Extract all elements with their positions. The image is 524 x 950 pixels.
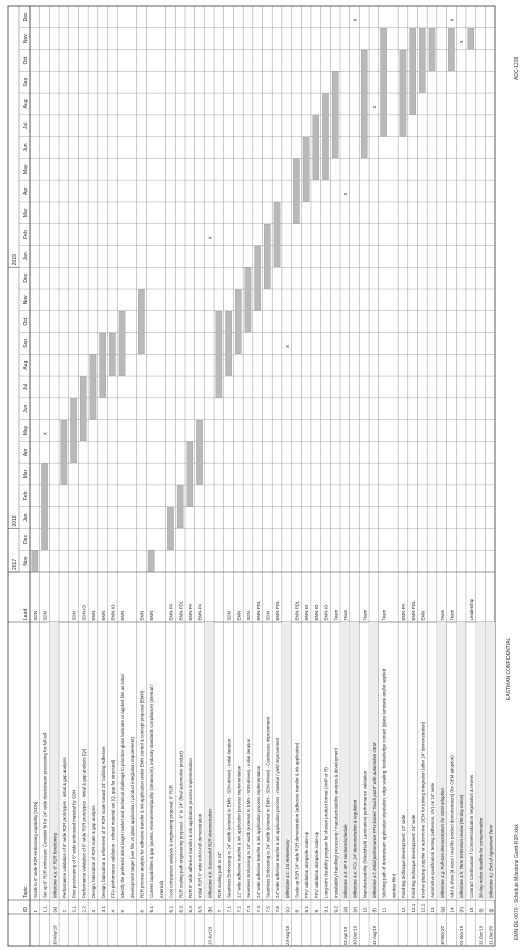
milestone-topic: Milestone 4.e: FCI, 24" demonstration & regulation: [352, 799, 358, 898]
row-lead: EMN-PA: [197, 603, 203, 621]
schedule-bar: [119, 311, 125, 375]
month-label: Mar: [23, 469, 29, 479]
row-lead: EMN: [420, 610, 426, 621]
row-id: 11: [381, 907, 387, 913]
row-id: 7.3: [246, 906, 252, 913]
schedule-bar: [322, 94, 328, 180]
month-label: Jun: [23, 143, 29, 152]
row-lead: EMN: [100, 610, 106, 621]
schedule-bar: [61, 420, 67, 484]
row-id: 7.4: [255, 906, 261, 913]
milestone-topic: Milestone 4.g: Full-size demonstrators for OEM adoption: [439, 788, 445, 898]
row-id: (c): [284, 907, 290, 913]
milestone-topic: Milestone 4.d: IIP # sections/schedule: [342, 824, 348, 898]
row-lead: EMN-PDL: [410, 600, 416, 621]
month-label: Nov: [23, 295, 29, 305]
month-label: Feb: [23, 491, 29, 501]
month-label: Jan: [23, 252, 29, 261]
schedule-bar: [380, 28, 386, 136]
month-label: Nov: [23, 556, 29, 566]
schedule-bar: [429, 28, 435, 71]
row-id: 6.2: [168, 906, 174, 913]
row-id: 3.1: [100, 906, 106, 913]
schedule-bar: [400, 50, 406, 136]
month-label: Aug: [23, 360, 29, 370]
month-label: Nov: [23, 34, 29, 44]
milestone-topic: Milestone 4.f: Initial performance FFU-based "touch point" with automotive OEM: [372, 742, 378, 898]
schedule-bar: [109, 333, 115, 376]
month-label: Dec: [23, 273, 29, 283]
row-date: 01-Nov'19: [459, 926, 465, 945]
row-id: 9: [313, 909, 319, 913]
row-topic: Seamless Embossing to 24" width (external to EMN - SDN-driven) - Continuous improvement: [265, 716, 271, 898]
schedule-bar: [177, 485, 183, 528]
row-lead: EMN-PDL: [255, 600, 261, 621]
row-date: 31-Dec'19: [478, 926, 484, 945]
row-topic: Finishing technique development: 12" wide: [401, 814, 407, 898]
schedule-bar: [41, 464, 47, 550]
month-label: Mar: [23, 208, 29, 218]
milestone-topic: Milestone 4.c: 1st Anniversary: [284, 839, 290, 898]
year-label-2019: 2019: [12, 254, 18, 266]
schedule-bar: [255, 246, 261, 310]
row-lead: EMN-IO: [323, 604, 329, 621]
milestone-topic: Milestone 4.j: End of Agreement Term: [488, 824, 494, 898]
row-id: 12: [401, 907, 407, 913]
row-topic: R2R scaling path engineering proposal - 6" to 24" (final automotive product): [178, 751, 184, 898]
row-lead: EMN: [236, 610, 242, 621]
row-lead: SDN-IO: [81, 605, 87, 621]
row-lead: EMN-IO: [110, 604, 116, 621]
row-topic: external): [158, 880, 164, 898]
row-id: (d): [342, 906, 348, 913]
row-topic: 12" wide adhesive transfer & ink application process implementation: [236, 765, 242, 898]
milestone-marker: x: [459, 40, 466, 44]
milestone-topic: 30-day notice deadline for consummation: [478, 817, 484, 898]
row-id: 15: [468, 907, 474, 913]
row-id: 3: [91, 909, 97, 913]
row-id: (b): [207, 906, 213, 913]
row-id: (i): [478, 908, 484, 913]
milestone-marker: x: [342, 192, 349, 196]
row-date: 30-May'18: [52, 925, 58, 945]
row-topic: R2R process analysis for adhesive transfer & ink application under EMN control & concept proposal [EMN]: [139, 691, 145, 898]
row-topic: Cost comparison analysis & engineering proposal: 6" R2R: [168, 785, 174, 898]
row-id: 7.2: [236, 906, 242, 913]
row-lead: EMN-PDL: [178, 600, 184, 621]
row-topic: FFU validation alongside scale-up: [313, 831, 319, 898]
row-topic: Performance validation of 6" wide R2R prototypes - initial & gap analysis [QI]: [81, 749, 87, 898]
confidential-label: EASTMAN CONFIDENTIAL: [506, 637, 512, 700]
row-id: 9.1: [323, 906, 329, 913]
row-date: 01-Apr'19: [342, 926, 348, 945]
row-id: (j): [488, 908, 494, 913]
milestone-topic: Milestone 4.h: Term Extension review (90-day notice): [459, 794, 465, 898]
row-id: 12.2: [420, 903, 426, 913]
row-topic: Stitching path of downstream application stipulation, edge sealing, busbar/edge contact (glass laminate and/or applied: [381, 668, 387, 898]
row-lead: EMN: [139, 610, 145, 621]
month-label: Jul: [23, 122, 29, 129]
row-topic: window film): [391, 873, 397, 898]
row-lead: SDN: [246, 611, 252, 621]
milestone-marker: x: [207, 236, 214, 239]
month-label: Sep: [23, 77, 29, 87]
footer-filename: EMN-DE-0070 - Schedule Milestone Gantt-R2R.xlsx: [514, 824, 520, 940]
row-lead: EMN-PA: [168, 603, 174, 621]
row-lead: Team: [342, 609, 348, 621]
row-id: 9.2: [333, 906, 339, 913]
row-date: 30-Dec'19: [352, 926, 358, 945]
row-id: 4: [110, 909, 116, 913]
row-topic: Contract Continuation / Commercialization negotiation & review: [468, 775, 474, 898]
schedule-bar: [187, 442, 193, 506]
row-lead: EMN-PDL: [275, 600, 281, 621]
schedule-bar: [235, 290, 241, 354]
row-topic: R2R 6" wide adhesive transfer & ink application process implementation: [187, 758, 193, 898]
row-lead: Team: [449, 609, 455, 621]
row-date: 15-Jun'19: [207, 926, 213, 945]
schedule-bar: [448, 28, 454, 71]
row-lead: SDN: [71, 611, 77, 621]
schedule-bar: [80, 377, 86, 441]
row-lead: EMN: [120, 610, 126, 621]
month-label: Jul: [23, 383, 29, 391]
schedule-bar: [410, 28, 416, 114]
row-id: 2: [62, 909, 68, 913]
schedule-bar: [32, 551, 38, 572]
row-topic: 24" wide adhesive transfer & ink application process implementation: [255, 765, 261, 898]
schedule-bar: [196, 420, 202, 484]
row-topic: Scale to 6" wide R2R embossing capability [SDN]: [32, 801, 38, 898]
row-topic: Scale-up R2R 24" wide R2R demonstration (adhesive transfer & ink application): [294, 742, 300, 898]
milestone-topic: Milestone 4.a: 6" R2R functioning: [52, 832, 58, 898]
year-label-2018: 2018: [12, 515, 18, 527]
row-topic: Design, fabrication of R2R scale & gap analysis: [91, 805, 97, 898]
row-date: 31-Dec'20: [488, 926, 494, 945]
row-id: (e): [352, 906, 358, 913]
milestone-marker: x: [449, 18, 456, 22]
row-lead: Team: [362, 609, 368, 621]
row-topic: Long-term durability program for chosen product format (AMP or R): [323, 767, 329, 898]
row-topic: Performance validation of 6" wide R2R prototypes - initial & gap analysis: [62, 757, 68, 898]
schedule-bar: [274, 202, 280, 266]
month-label: Oct: [23, 317, 29, 326]
row-id: 8.1: [304, 906, 310, 913]
month-label: May: [23, 425, 29, 436]
schedule-bar: [313, 115, 319, 179]
schedule-bar: [225, 311, 231, 375]
schedule-bar: [245, 268, 251, 332]
month-label: Sep: [23, 338, 29, 348]
schedule-bar: [264, 224, 270, 288]
row-topic: Installability/ handling/ processing / manufacturability analysis & development: [333, 748, 339, 898]
schedule-bar: [167, 507, 173, 550]
row-topic: Current capabilities & gap (assets, environment/quality (cleanroom), industry standards compliance) (internal /: [149, 684, 155, 898]
row-topic: Seamless Embossing to 24" width (external to EMN - SDN-driven) - initial iteration: [246, 738, 252, 898]
milestone-marker: x: [372, 105, 379, 109]
schedule-bar: [138, 290, 144, 354]
row-id: 7.6: [275, 906, 281, 913]
month-label: Dec: [23, 12, 29, 22]
schedule-bar: [468, 28, 474, 49]
month-label: Jan: [23, 513, 29, 522]
row-topic: Manufacturability (Windshield Lamination) performance validation: [362, 770, 368, 898]
row-lead: SDN: [265, 611, 271, 621]
row-lead: SDN: [32, 611, 38, 621]
row-lead: EMN-IO: [304, 604, 310, 621]
month-label: Apr: [23, 187, 29, 195]
row-topic: R2R scaling path to 24": [217, 852, 223, 898]
row-id: 6.5: [197, 906, 203, 913]
row-lead: Team: [333, 609, 339, 621]
row-id: 6.4: [187, 906, 193, 913]
row-id: 5: [120, 909, 126, 913]
row-id: 6.1: [149, 906, 155, 913]
row-lead: EMN-IO: [313, 604, 319, 621]
footer-code: ADC-1238: [514, 56, 520, 80]
row-id: 7.1: [226, 906, 232, 913]
milestone-marker: x: [284, 345, 291, 348]
row-id: 12.1: [410, 903, 416, 913]
row-id: 10: [362, 907, 368, 913]
row-topic: Finishing technique development: 24" wide: [410, 814, 416, 898]
schedule-bar: [100, 333, 106, 397]
schedule-bar: [303, 137, 309, 201]
row-topic: Identify the preferred initial target market and technical challenge to prioritize glass laminate or applied film as initial: [120, 674, 126, 898]
milestone-topic: Milestone 4.b: Successful R2R demonstration: [207, 809, 213, 898]
row-topic: Set up 6" R2R embosser; Consider fit for 24" wide downstream processing for full-roll: [42, 732, 48, 898]
row-lead: EMN: [91, 610, 97, 621]
row-topic: FFU validation alongside scale-up: [304, 831, 310, 898]
row-lead: SDN: [42, 611, 48, 621]
row-date: 30-Nov'20: [439, 926, 445, 945]
row-id: 1: [32, 909, 38, 913]
schedule-bar: [148, 551, 154, 572]
row-id: (a): [52, 906, 58, 913]
row-lead: EMN-PDL: [294, 600, 300, 621]
row-id: 14: [449, 907, 455, 913]
month-label: May: [23, 164, 29, 174]
row-topic: Automotive qualification testing (adhesion, UV) on 24" wide: [430, 782, 436, 898]
row-id: 2.2: [81, 906, 87, 913]
month-label: Feb: [23, 230, 29, 239]
schedule-bar: [361, 50, 367, 158]
month-label: Apr: [23, 448, 29, 457]
row-id: 6.3: [178, 906, 184, 913]
row-topic: Add & show [d-sizes / real-life product demonstrators] (for OEM adoption): [449, 755, 455, 898]
milestone-marker: x: [352, 18, 359, 22]
row-topic: Involve glazing supplier or automotive OEM for joining integration (after 24" demonstration): [420, 721, 426, 898]
row-id: (h): [459, 906, 465, 913]
schedule-bar: [90, 355, 96, 419]
row-lead: EMN: [149, 610, 155, 621]
row-lead: EMN-PA: [401, 603, 407, 621]
row-id: (f): [372, 908, 378, 913]
schedule-bar: [216, 311, 222, 397]
row-lead: Team: [439, 609, 445, 621]
row-id: 8: [294, 909, 300, 913]
row-id: (g): [439, 906, 445, 913]
schedule-bar: [70, 398, 76, 462]
row-id: 6: [139, 909, 145, 913]
row-date: 23-Aug'18: [284, 926, 290, 945]
row-id: 1.1: [42, 906, 48, 913]
year-label-2017: 2017: [12, 558, 18, 570]
header-id: ID: [23, 907, 29, 912]
row-topic: Initial R2R 6" wide roll-to-roll demonstration: [197, 813, 203, 898]
header-topic: Topic: [23, 886, 29, 898]
schedule-bar: [419, 28, 425, 92]
month-label: Aug: [23, 99, 29, 109]
row-topic: FFU performance validation - refined material set (Q, gap for structural): [110, 759, 116, 898]
row-lead: Leadership: [468, 598, 474, 621]
header-lead: Lead: [23, 608, 29, 620]
row-lead: Team: [381, 609, 387, 621]
row-topic: Design, fabrication & refinement of 6" R2R scale toward 24" building Adhesive: [100, 746, 106, 898]
row-topic: First provisioning of 6" wide embossed material by SDN: [71, 789, 77, 898]
row-topic: 24" wide adhesive transfer & ink application process - material / yield improvement: [275, 737, 281, 898]
row-topic: development target (use film vs glass application / product integration requirement): [129, 737, 135, 898]
row-topic: Seamless Embossing to 24" width (external to EMN - SDN-driven) - initial iteration: [226, 738, 232, 898]
schedule-bar: [293, 159, 299, 223]
month-label: Dec: [23, 534, 29, 544]
row-lead: EMN-PA: [187, 603, 193, 621]
row-id: 2.1: [71, 906, 77, 913]
row-id: 7: [217, 909, 223, 913]
row-lead: SDN: [226, 611, 232, 621]
milestone-marker: x: [42, 432, 49, 435]
month-label: Jun: [23, 404, 29, 413]
month-label: Oct: [23, 56, 29, 65]
row-id: 7.5: [265, 906, 271, 913]
schedule-bar: [332, 72, 338, 158]
row-date: 31-Aug'19: [372, 926, 378, 945]
row-id: 13: [430, 907, 436, 913]
